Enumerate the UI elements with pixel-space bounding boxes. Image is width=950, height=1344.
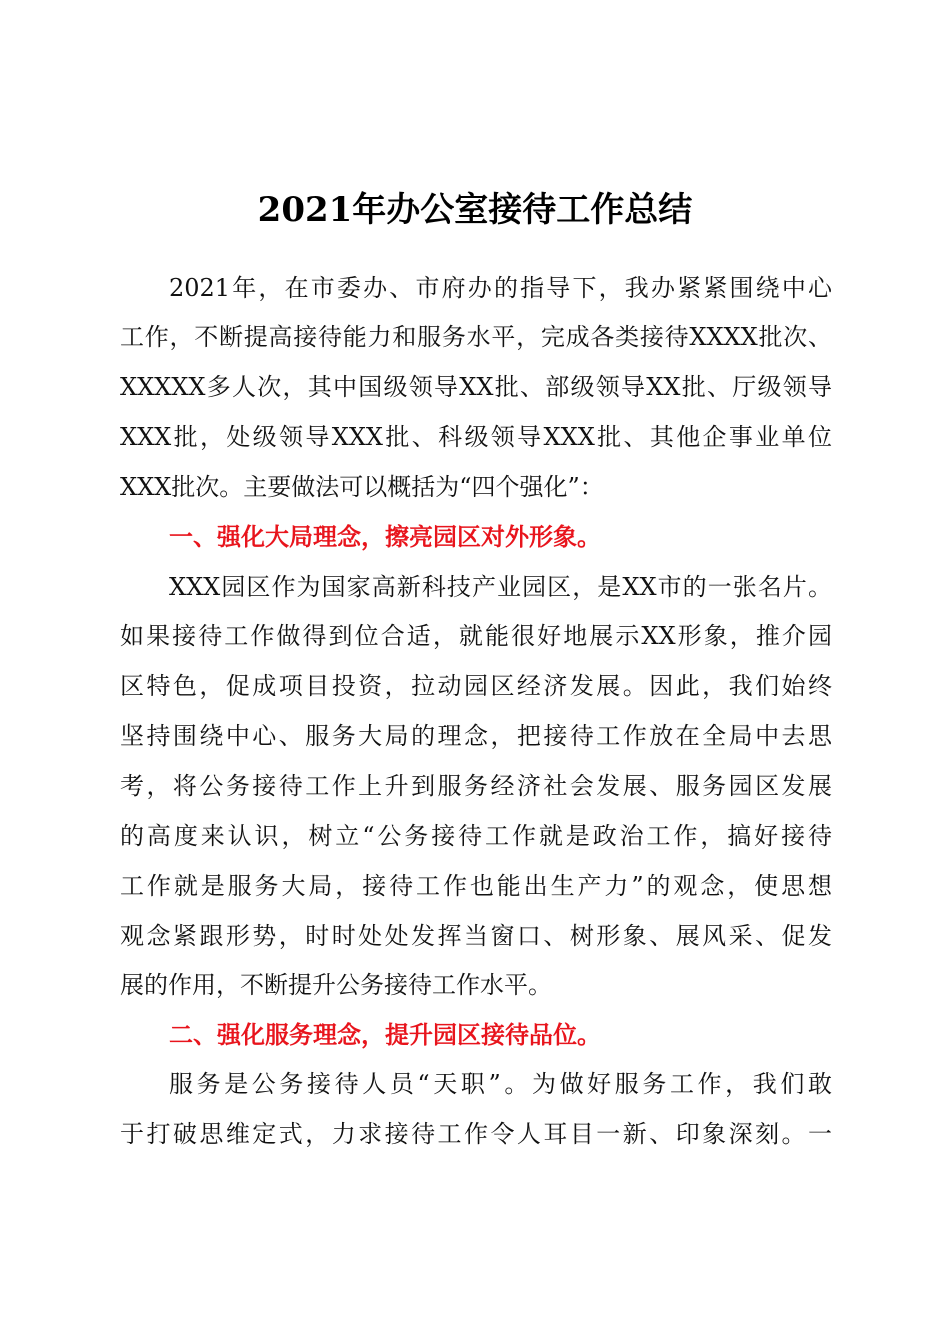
document-title: 2021年办公室接待工作总结: [257, 190, 693, 230]
section-1-line-3: 区特色，促成项目投资，拉动园区经济发展。因此，我们始终: [120, 672, 832, 700]
section-1-line-2: 如果接待工作做得到位合适，就能很好地展示XX形象，推介园: [120, 622, 832, 650]
section-1-line-4: 坚持围绕中心、服务大局的理念，把接待工作放在全局中去思: [120, 722, 832, 750]
section-1-line-8: 观念紧跟形势，时时处处发挥当窗口、树形象、展风采、促发: [120, 922, 832, 950]
intro-line-2: 工作，不断提高接待能力和服务水平，完成各类接待XXXX批次、: [120, 323, 832, 351]
section-1-line-7: 工作就是服务大局，接待工作也能出生产力”的观念，使思想: [120, 872, 832, 900]
section-1-line-1: XXX园区作为国家高新科技产业园区，是XX市的一张名片。: [169, 573, 832, 601]
intro-line-1: 2021年，在市委办、市府办的指导下，我办紧紧围绕中心: [169, 274, 832, 302]
section-1-line-9: 展的作用，不断提升公务接待工作水平。: [120, 971, 552, 999]
section-1-line-5: 考，将公务接待工作上升到服务经济社会发展、服务园区发展: [120, 772, 832, 800]
intro-line-5: XXX批次。主要做法可以概括为“四个强化”：: [120, 473, 604, 501]
section-1-line-6: 的高度来认识，树立“公务接待工作就是政治工作，搞好接待: [120, 822, 832, 850]
section-2-heading: 二、强化服务理念，提升园区接待品位。: [169, 1021, 601, 1049]
intro-line-3: XXXXX多人次，其中国级领导XX批、部级领导XX批、厅级领导: [120, 373, 832, 401]
section-1-heading: 一、强化大局理念，擦亮园区对外形象。: [169, 523, 601, 551]
section-2-line-1: 服务是公务接待人员“天职”。为做好服务工作，我们敢: [169, 1070, 832, 1098]
intro-line-4: XXX批，处级领导XXX批、科级领导XXX批、其他企事业单位: [120, 423, 832, 451]
section-2-line-2: 于打破思维定式，力求接待工作令人耳目一新、印象深刻。一: [120, 1120, 832, 1148]
